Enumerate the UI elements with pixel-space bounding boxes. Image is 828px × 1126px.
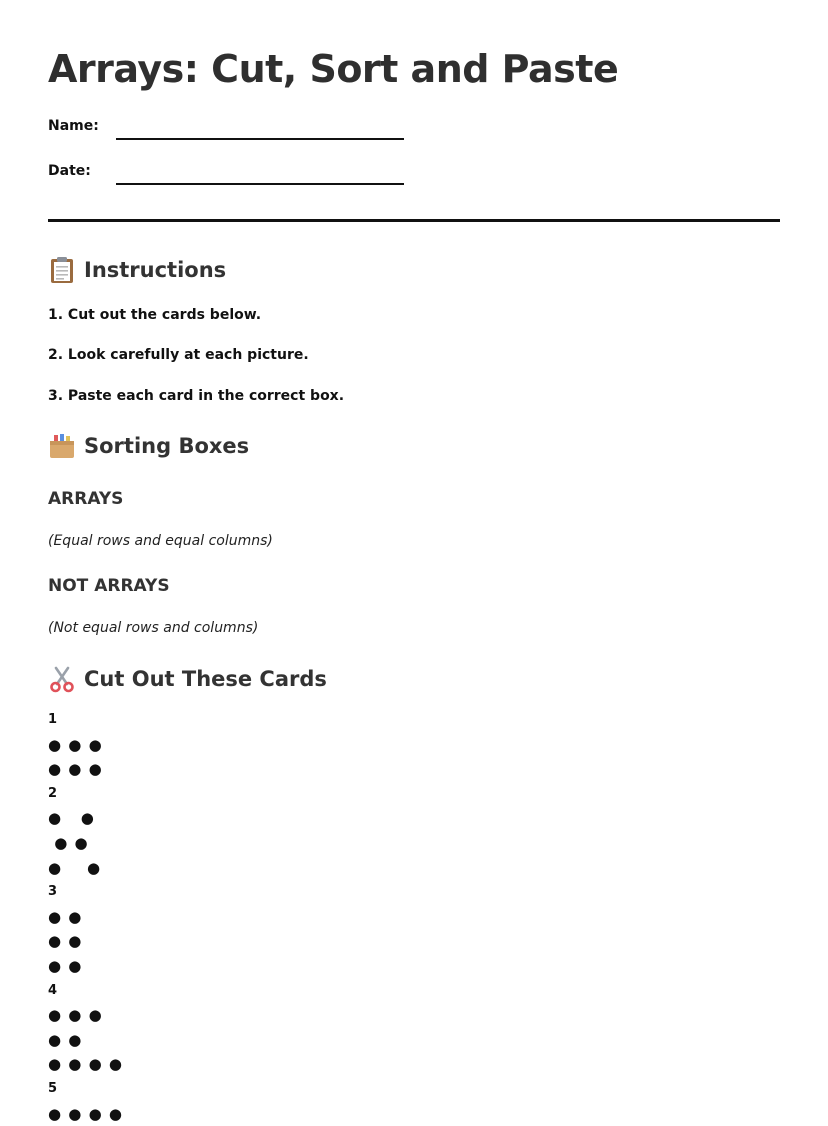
header-divider xyxy=(48,219,780,222)
clipboard-icon xyxy=(48,256,76,284)
card-number: 3 xyxy=(48,880,780,905)
instruction-step-1: 1. Cut out the cards below. xyxy=(48,307,261,323)
card-dot-row: ● ● xyxy=(48,806,780,831)
sorting-boxes-heading xyxy=(48,432,249,460)
scissors-icon xyxy=(48,665,76,693)
instructions-heading-text: Instructions xyxy=(84,258,226,282)
card-dot-row: ● ● ● ● xyxy=(48,1052,780,1077)
instruction-step-3: 3. Paste each card in the correct box. xyxy=(48,388,344,404)
arrays-box-title: ARRAYS xyxy=(48,489,123,509)
date-label: Date: xyxy=(48,163,91,179)
card-dot-row: ● ● xyxy=(48,905,780,930)
not-arrays-box-description: (Not equal rows and columns) xyxy=(48,620,258,636)
card-number: 5 xyxy=(48,1077,780,1102)
card-number: 2 xyxy=(48,782,780,807)
not-arrays-box-title: NOT ARRAYS xyxy=(48,576,170,596)
card-dot-row: ● ● ● xyxy=(48,757,780,782)
sorting-boxes-heading-text: Sorting Boxes xyxy=(84,434,249,458)
name-blank-line xyxy=(116,138,404,140)
card-list xyxy=(48,708,780,1126)
cutout-card xyxy=(48,782,780,880)
card-dot-row: ● ● xyxy=(48,831,780,856)
instruction-step-2: 2. Look carefully at each picture. xyxy=(48,347,309,363)
card-file-box-icon xyxy=(48,432,76,460)
card-dot-row: ● ● xyxy=(48,954,780,979)
cutout-card xyxy=(48,708,780,782)
cutout-card xyxy=(48,880,780,978)
page-title: Arrays: Cut, Sort and Paste xyxy=(48,48,618,92)
card-dot-row: ● ● ● xyxy=(48,733,780,758)
date-blank-line xyxy=(116,183,404,185)
cut-out-cards-heading xyxy=(48,665,327,693)
name-label: Name: xyxy=(48,118,99,134)
cutout-card xyxy=(48,979,780,1077)
card-dot-row: ● ● ● ● xyxy=(48,1102,780,1126)
card-number: 1 xyxy=(48,708,780,733)
cut-out-cards-heading-text: Cut Out These Cards xyxy=(84,667,327,691)
card-number: 4 xyxy=(48,979,780,1004)
card-dot-row: ● ● xyxy=(48,856,780,881)
card-dot-row: ● ● ● xyxy=(48,1003,780,1028)
card-dot-row: ● ● xyxy=(48,929,780,954)
arrays-box-description: (Equal rows and equal columns) xyxy=(48,533,273,549)
cutout-card xyxy=(48,1077,780,1126)
card-dot-row: ● ● xyxy=(48,1028,780,1053)
instructions-heading xyxy=(48,256,226,284)
